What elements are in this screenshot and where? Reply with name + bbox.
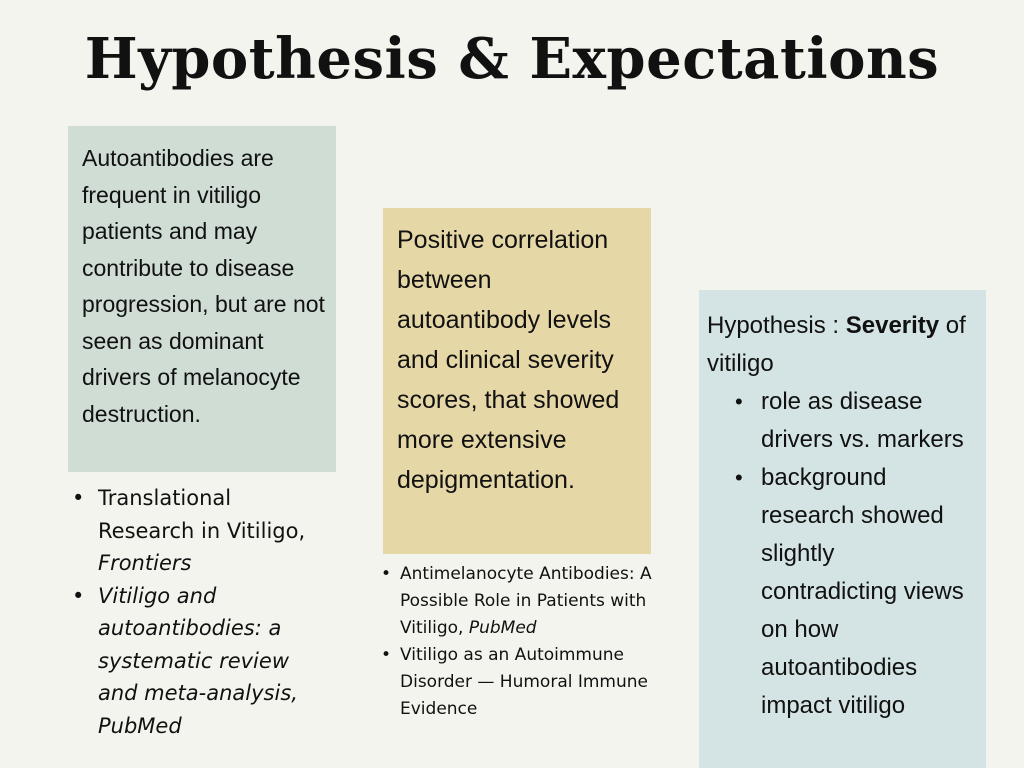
hypothesis-suffix: of vitiligo bbox=[707, 312, 966, 377]
hypothesis-box bbox=[699, 290, 986, 768]
hypothesis-bullet: • background research showed slightly contradicting views on how autoantibodies impact vitiligo bbox=[733, 459, 976, 725]
reference-title: Vitiligo as an Autoimmune Disorder — Humoral Immune Evidence bbox=[400, 645, 649, 719]
slide-title: Hypothesis & Expectations bbox=[84, 26, 940, 92]
hypothesis-bullets bbox=[733, 383, 976, 725]
reference-item bbox=[66, 482, 326, 580]
reference-item bbox=[66, 580, 326, 743]
expectation-text: Positive correlation between autoantibody levels and clinical severity scores, that showed more extensive depigmentation. bbox=[397, 226, 620, 494]
reference-item bbox=[378, 561, 658, 642]
expectation-box-autoantibodies bbox=[68, 126, 336, 472]
reference-title: Translational Research in Vitiligo, bbox=[98, 486, 306, 543]
reference-list-middle bbox=[378, 561, 658, 723]
hypothesis-prefix: Hypothesis : bbox=[707, 312, 846, 339]
reference-list-left bbox=[66, 482, 326, 742]
hypothesis-keyword: Severity bbox=[845, 312, 940, 339]
expectation-box-correlation bbox=[383, 208, 651, 554]
reference-title: Antimelanocyte Antibodies: A Possible Role in Patients with Vitiligo, bbox=[400, 564, 652, 638]
reference-item bbox=[378, 642, 658, 723]
reference-source: Frontiers bbox=[98, 551, 192, 575]
reference-title: Vitiligo and autoantibodies: a systematic review and meta-analysis, PubMed bbox=[98, 583, 298, 738]
hypothesis-bullet: • role as disease drivers vs. markers bbox=[733, 383, 976, 459]
reference-source: PubMed bbox=[468, 618, 537, 638]
expectation-text: Autoantibodies are frequent in vitiligo patients and may contribute to disease progression, but are not seen as dominant drivers of melanocyte destruction. bbox=[82, 145, 325, 427]
hypothesis-heading bbox=[707, 307, 976, 383]
